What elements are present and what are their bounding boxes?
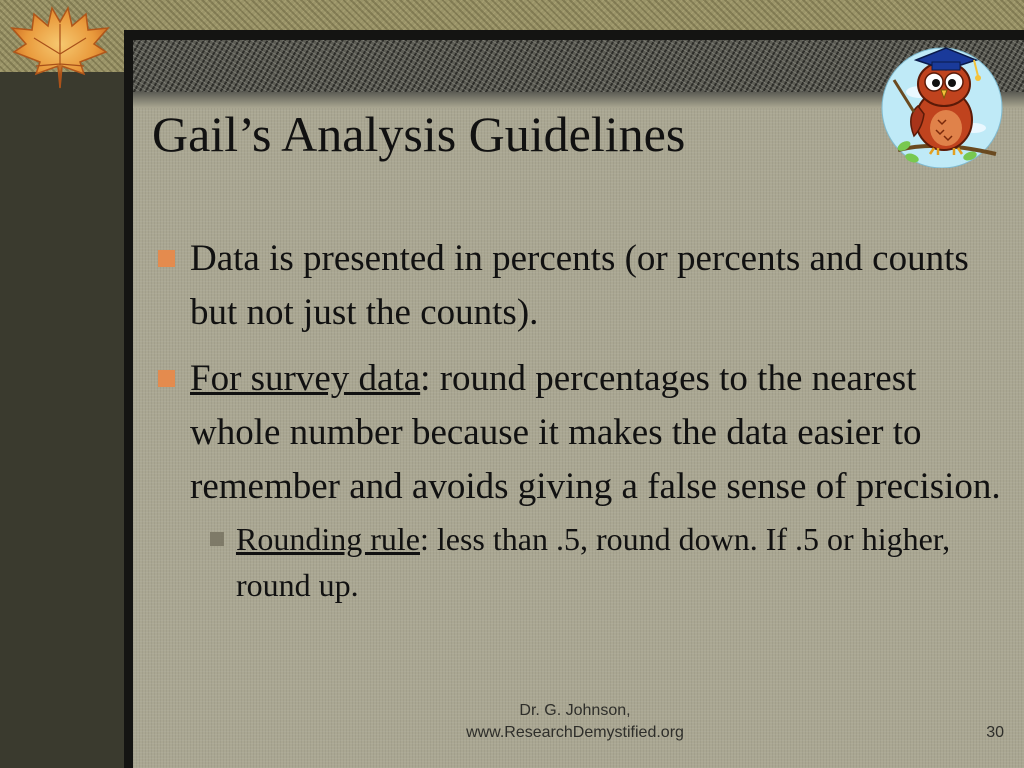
sub-bullet-item-rounding-rule [190, 516, 966, 608]
slide-title: Gail’s Analysis Guidelines [152, 106, 686, 162]
bullet-item-percents [152, 232, 1002, 340]
page-number: 30 [986, 724, 1004, 741]
sub-bullet-text: : less than .5, round down. If .5 or higher, round up. [236, 521, 951, 603]
slide-footer [430, 700, 720, 744]
sub-bullet-marker [210, 532, 224, 546]
graduate-owl-icon [878, 36, 1008, 168]
bullet-marker [158, 370, 175, 387]
bullet-item-survey-data [152, 352, 1002, 608]
footer-author: Dr. G. Johnson, [519, 702, 631, 719]
left-decorative-strip [0, 72, 128, 768]
footer-website: www.ResearchDemystified.org [466, 724, 684, 741]
bullet-text: Data is presented in percents (or percents and counts but not just the counts). [190, 238, 969, 333]
bullet-marker [158, 250, 175, 267]
bullet-list [152, 232, 1002, 620]
maple-leaf-icon [6, 4, 114, 90]
bullet-text: : round percentages to the nearest whole number because it makes the data easier to remember and avoids giving a false sense of precision. [190, 358, 1001, 507]
bullet-underlined-term: For survey data [190, 358, 421, 399]
sub-bullet-underlined-term: Rounding rule [236, 521, 420, 557]
